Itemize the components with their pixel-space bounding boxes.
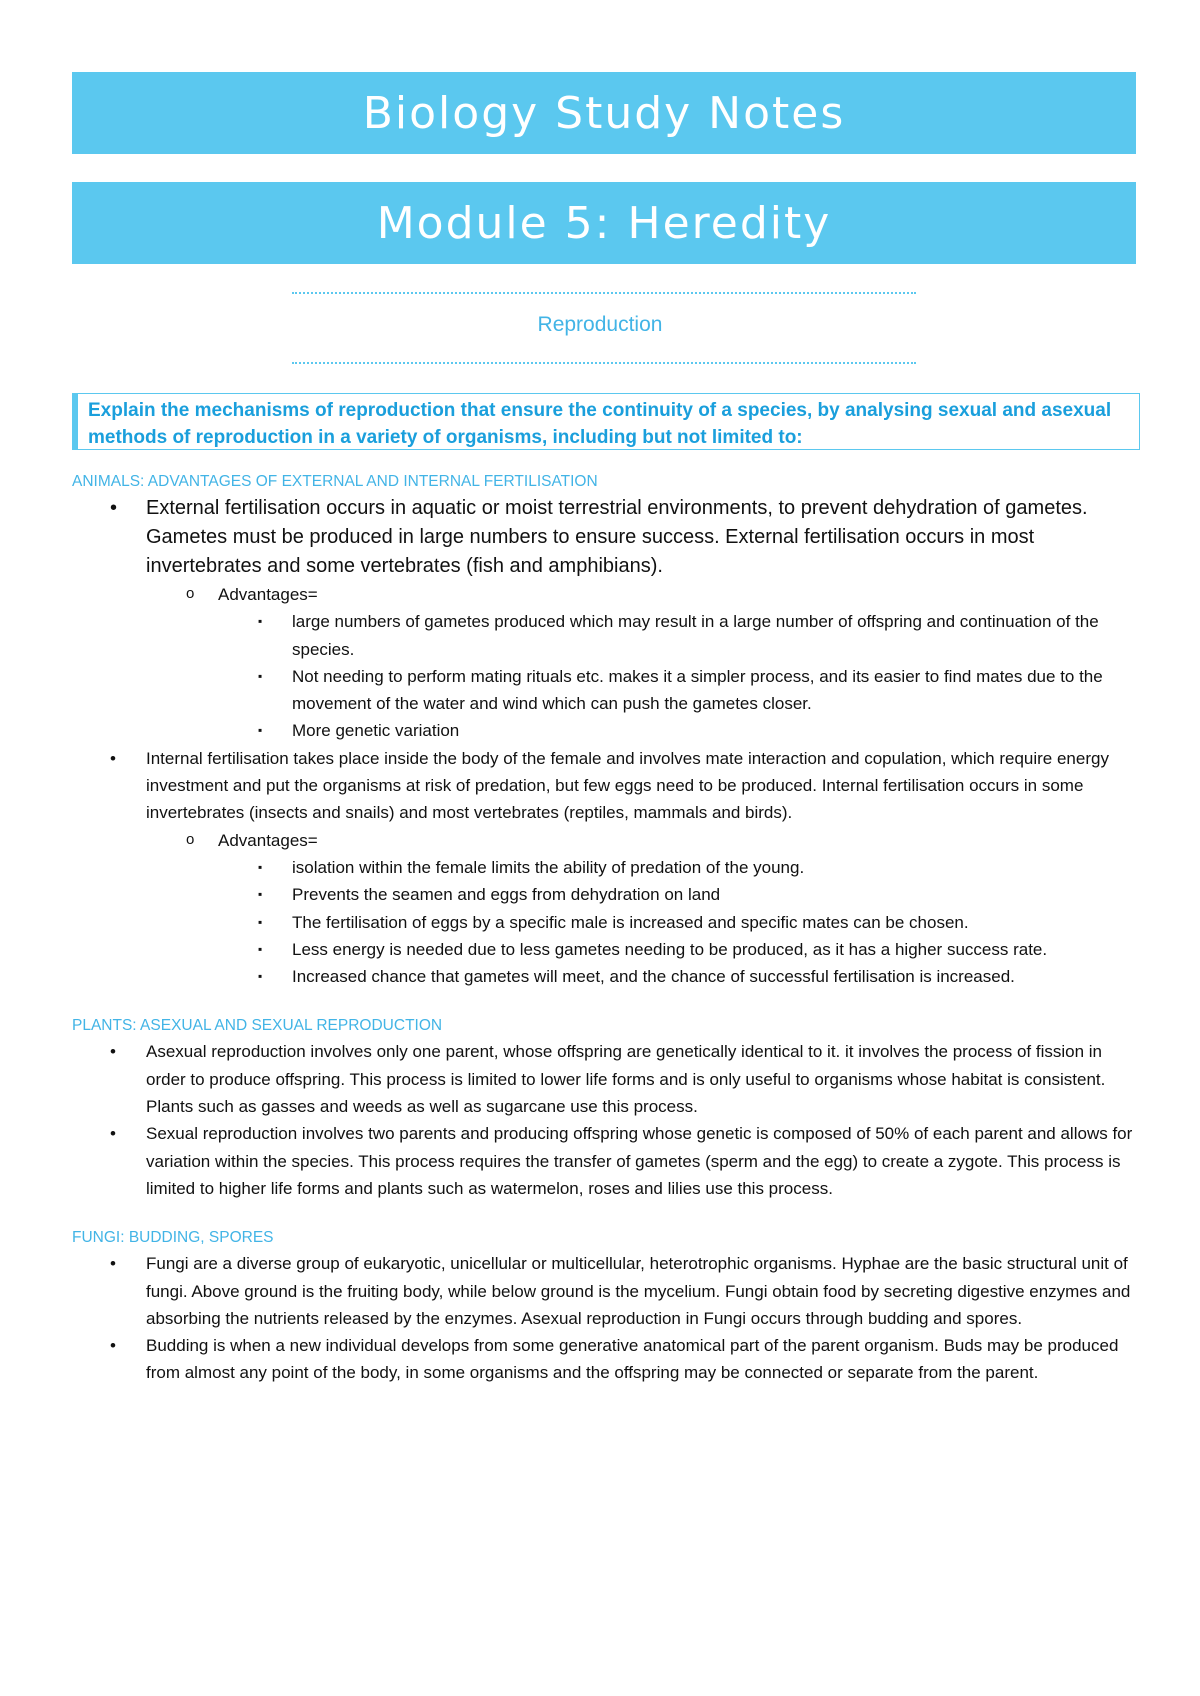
bullet-icon: •: [110, 1042, 116, 1062]
notes-content: [72, 470, 1140, 1387]
list-item: [72, 1120, 1140, 1202]
circle-bullet-icon: o: [186, 830, 195, 848]
fungi-list: [72, 1250, 1140, 1386]
dotted-divider-bottom: [292, 362, 916, 364]
animals-list: [72, 494, 1140, 990]
module-title: Module 5: Heredity: [376, 197, 832, 249]
list-item: [72, 854, 1140, 881]
list-item: [72, 1250, 1140, 1332]
list-item: [72, 881, 1140, 908]
list-item: [72, 717, 1140, 744]
list-item: [72, 1332, 1140, 1387]
internal-advantages-list: [218, 854, 1140, 990]
bullet-icon: •: [110, 1336, 116, 1356]
fungi-text: Fungi are a diverse group of eukaryotic, unicellular or multicellular, heterotrophic organisms. Hyphae are the basic structural unit of fungi. Above ground is the fruiting body, while below ground is the mycelium. Fungi obtain food by secreting digestive enzymes and absorbing the nutrients released by the enzymes. Asexual reproduction in Fungi occurs through budding and spores.: [146, 1254, 1131, 1328]
section-heading: Reproduction: [537, 313, 663, 336]
list-item: [72, 608, 1140, 663]
internal-sublist: [146, 827, 1140, 991]
advantage-text: Increased chance that gametes will meet, and the chance of successful fertilisation is increased.: [292, 967, 1015, 987]
external-sublist: [146, 581, 1140, 745]
advantage-text: Less energy is needed due to less gametes needing to be produced, as it has a higher success rate.: [292, 939, 1048, 959]
document-title-banner: [72, 72, 1136, 154]
external-fertilisation-text: External fertilisation occurs in aquatic or moist terrestrial environments, to prevent dehydration of gametes. Gametes must be produced in large numbers to ensure success. External fertilisation occurs in most invertebrates and some vertebrates (fish and amphibians).: [146, 497, 1088, 577]
list-item: [72, 936, 1140, 963]
plants-text: Sexual reproduction involves two parents and producing offspring whose genetic is composed of 50% of each parent and allows for variation within the species. This process requires the transfer of gametes (sperm and the egg) to create a zygote. This process is limited to higher life forms and plants such as watermelon, roses and lilies use this process.: [146, 1124, 1133, 1198]
circle-bullet-icon: o: [186, 585, 195, 602]
square-bullet-icon: ▪: [258, 887, 263, 902]
list-item: [72, 963, 1140, 990]
bullet-icon: •: [110, 497, 118, 519]
square-bullet-icon: ▪: [258, 723, 263, 738]
square-bullet-icon: ▪: [258, 969, 263, 984]
advantage-text: The fertilisation of eggs by a specific male is increased and specific mates can be chosen.: [292, 912, 969, 932]
square-bullet-icon: ▪: [258, 941, 263, 956]
learning-objective-box: [72, 393, 1140, 450]
list-item: [72, 909, 1140, 936]
list-item: [72, 745, 1140, 991]
square-bullet-icon: ▪: [258, 914, 263, 929]
module-title-banner: [72, 182, 1136, 264]
plants-text: Asexual reproduction involves only one parent, whose offspring are genetically identical to it. it involves the process of fission in order to produce offspring. This process is limited to lower life forms and is only useful to organisms whose habitat is consistent. Plants such as gasses and weeds as well as sugarcane use this process.: [146, 1042, 1106, 1117]
advantage-text: More genetic variation: [292, 721, 460, 741]
advantage-text: large numbers of gametes produced which may result in a large number of offspring and continuation of the species.: [292, 612, 1099, 659]
list-item: [72, 494, 1140, 745]
advantage-text: Prevents the seamen and eggs from dehydration on land: [292, 885, 721, 905]
advantages-label: Advantages=: [218, 585, 318, 604]
fungi-text: Budding is when a new individual develops from some generative anatomical part of the parent organism. Buds may be produced from almost any point of the body, in some organisms and the offspring may be connected or separate from the parent.: [146, 1336, 1119, 1383]
internal-fertilisation-text: Internal fertilisation takes place inside the body of the female and involves mate interaction and copulation, which require energy investment and put the organisms at risk of predation, but few eggs need to be produced. Internal fertilisation occurs in some invertebrates (insects and snails) and most vertebrates (reptiles, mammals and birds).: [146, 748, 1109, 823]
square-bullet-icon: ▪: [258, 859, 263, 874]
list-item: [72, 663, 1140, 718]
animals-heading: ANIMALS: ADVANTAGES OF EXTERNAL AND INTERNAL FERTILISATION: [72, 473, 598, 490]
plants-list: [72, 1038, 1140, 1202]
list-item: [72, 581, 1140, 745]
advantage-text: isolation within the female limits the ability of predation of the young.: [292, 857, 805, 877]
square-bullet-icon: ▪: [258, 668, 263, 683]
square-bullet-icon: ▪: [258, 614, 263, 629]
list-item: [72, 1038, 1140, 1120]
document-title: Biology Study Notes: [362, 87, 846, 139]
bullet-icon: •: [110, 1124, 116, 1144]
bullet-icon: •: [110, 1254, 116, 1274]
advantages-label: Advantages=: [218, 830, 318, 850]
external-advantages-list: [218, 608, 1140, 744]
plants-heading: PLANTS: ASEXUAL AND SEXUAL REPRODUCTION: [72, 1017, 443, 1035]
advantage-text: Not needing to perform mating rituals etc. makes it a simpler process, and its easier to find mates due to the movement of the water and wind which can push the gametes closer.: [292, 666, 1103, 714]
fungi-heading: FUNGI: BUDDING, SPORES: [72, 1229, 274, 1247]
list-item: [72, 827, 1140, 991]
bullet-icon: •: [110, 748, 116, 768]
learning-objective-text: Explain the mechanisms of reproduction that ensure the continuity of a species, by analysing sexual and asexual methods of reproduction in a variety of organisms, including but not limited to:: [88, 400, 1112, 448]
dotted-divider-top: [292, 292, 916, 294]
